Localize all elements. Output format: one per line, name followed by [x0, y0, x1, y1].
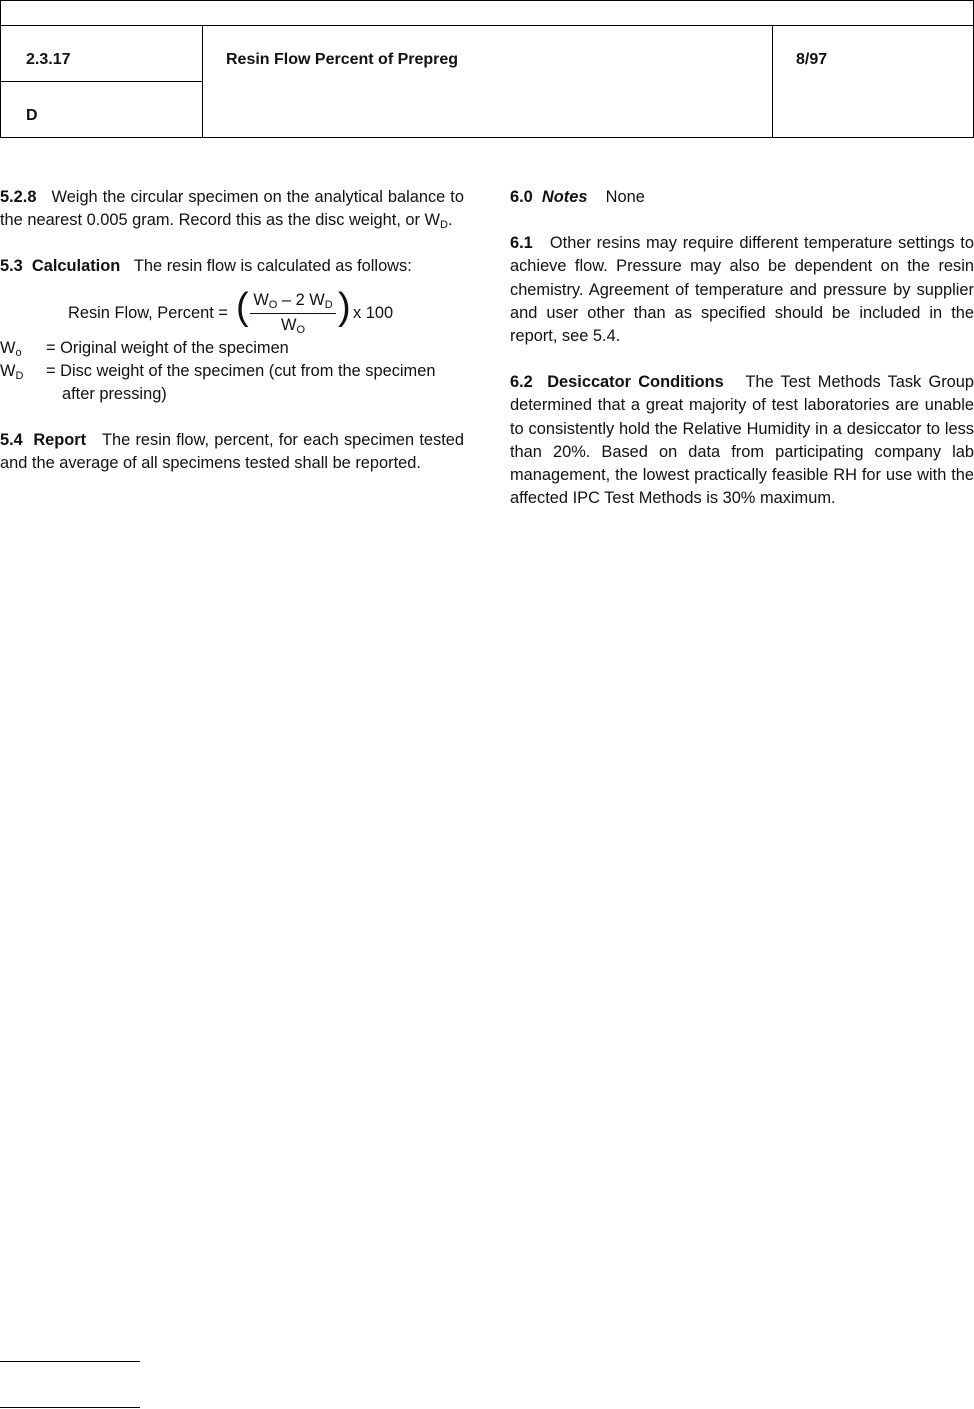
formula-numerator [250, 289, 336, 312]
formula-multiplier: x 100 [353, 303, 394, 322]
formula-denominator [250, 314, 336, 337]
left-column [0, 186, 464, 499]
section-5-3 [0, 255, 464, 278]
section-6-2 [510, 371, 974, 510]
symbol-letter: W [0, 361, 16, 380]
section-6-1 [510, 232, 974, 348]
subscript: O [268, 298, 278, 311]
section-heading: Calculation [31, 257, 121, 276]
revision-letter: D [26, 107, 38, 124]
section-number: 5.3 [0, 257, 23, 276]
section-text: The resin flow, percent, for each specimen tested and the average of all specimens tested shall be reported. [0, 431, 465, 473]
numerator-symbol: W [253, 290, 269, 309]
symbol-letter: W [0, 338, 16, 357]
issue-date: 8/97 [796, 51, 828, 68]
section-number: 5.4 [0, 431, 23, 450]
definition-wd-continued [0, 383, 464, 406]
header-divider [772, 26, 773, 137]
section-heading: Notes [541, 188, 588, 206]
test-method-number: 2.3.17 [26, 51, 71, 68]
formula-label: Resin Flow, Percent = [68, 303, 228, 322]
section-text: The resin flow is calculated as follows: [133, 257, 412, 276]
section-number: 6.0 [510, 188, 533, 206]
definition-text: after pressing) [62, 385, 167, 404]
header-divider [202, 26, 203, 137]
definition-indent [0, 383, 62, 406]
subscript: o [15, 346, 22, 359]
header-divider [1, 81, 202, 82]
section-text: Other resins may require different temperature settings to achieve flow. Pressure may also be dependent on the resin chemistry. Agreement of temperature and pressure by supplier and user other than as specified should be included in the report, see 5.4. [510, 234, 974, 346]
definition-symbol [0, 337, 46, 360]
section-6-0 [510, 186, 974, 209]
section-5-2-8 [0, 186, 464, 232]
definition-wo [0, 337, 464, 360]
document-header [0, 0, 974, 138]
section-heading: Desiccator Conditions [547, 373, 724, 392]
section-number: 5.2.8 [0, 188, 37, 206]
section-number: 6.2 [510, 373, 533, 392]
definition-text: = Disc weight of the specimen (cut from the specimen [46, 361, 436, 380]
section-heading: Report [33, 431, 87, 450]
header-top-strip [1, 1, 973, 26]
page-title: Resin Flow Percent of Prepreg [226, 51, 459, 68]
footnote-rule [0, 1407, 140, 1408]
section-text: The Test Methods Task Group determined that a great majority of test laboratories are unable to consistently hold the Relative Humidity in a desiccator to less than 20%. Based on data from participating company lab management, the lowest practically feasible RH for use with the affected IPC Test Methods is 30% maximum. [510, 373, 974, 508]
section-text-end: . [447, 211, 453, 230]
footnote-rule [0, 1361, 140, 1362]
section-5-4 [0, 429, 464, 475]
subscript: D [324, 298, 333, 311]
subscript: O [296, 323, 306, 336]
definition-wd [0, 360, 464, 383]
definition-symbol [0, 360, 46, 383]
section-text: None [605, 188, 645, 206]
formula-close-paren: ) [338, 285, 351, 328]
right-column [510, 186, 974, 533]
subscript: D [15, 369, 24, 382]
definition-text: = Original weight of the specimen [46, 338, 289, 357]
subscript: D [440, 219, 448, 232]
resin-flow-formula [0, 285, 464, 336]
section-number: 6.1 [510, 234, 533, 253]
formula-open-paren: ( [236, 285, 249, 328]
denominator-symbol: W [280, 315, 297, 334]
section-text: Weigh the circular specimen on the analytical balance to the nearest 0.005 gram. Record this as the disc weight, or W [0, 188, 464, 230]
numerator-operator: – 2 W [277, 290, 325, 309]
